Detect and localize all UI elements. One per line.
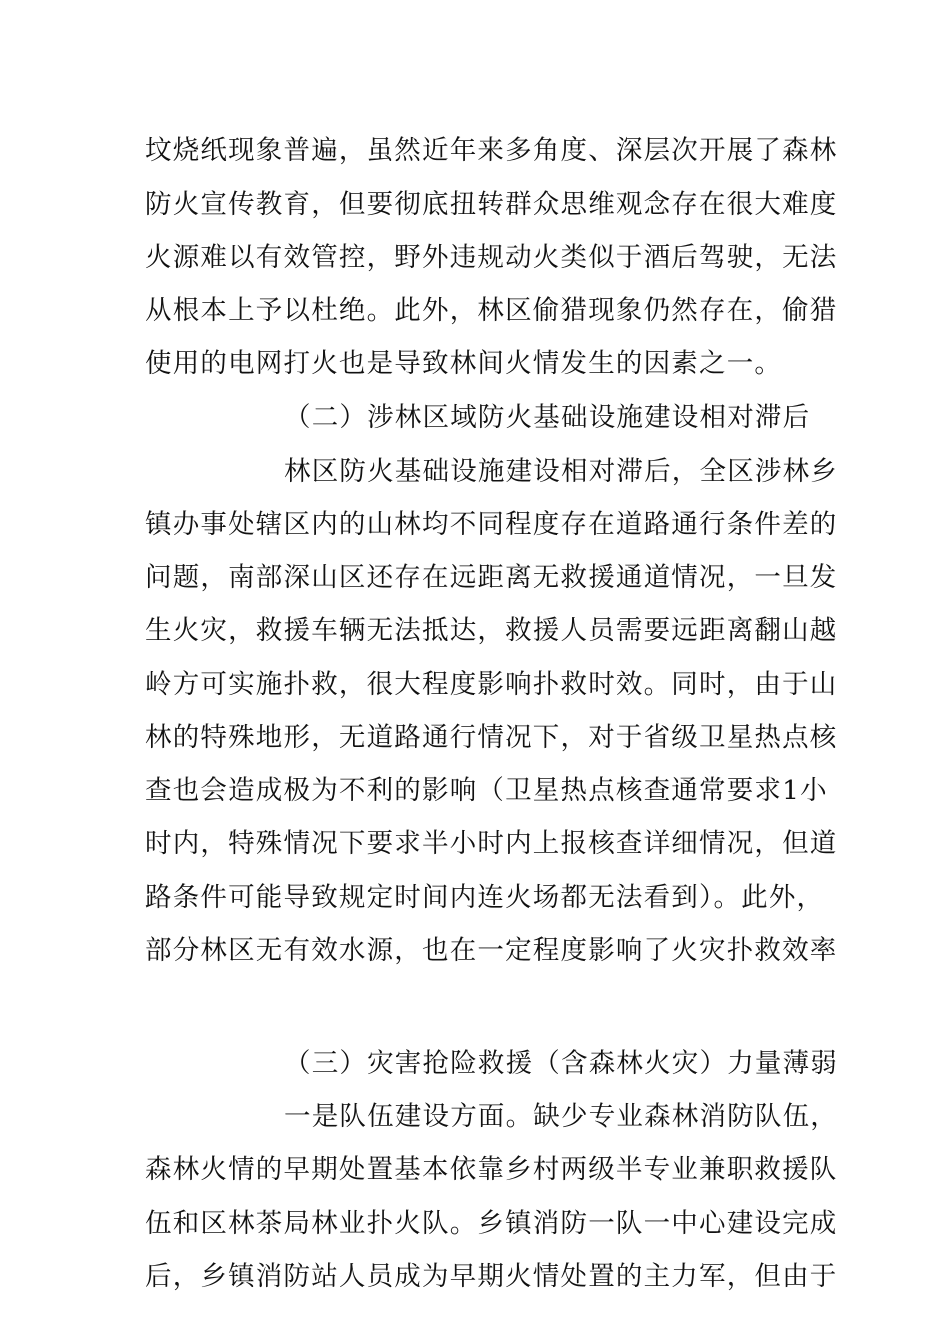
paragraph-line: 时内，特殊情况下要求半小时内上报核查详细情况，但道: [145, 828, 838, 859]
paragraph-line: 路条件可能导致规定时间内连火场都无法看到）。此外，: [145, 882, 825, 913]
paragraph-line: 火源难以有效管控，野外违规动火类似于酒后驾驶，无法: [145, 242, 838, 273]
paragraph-line: 岭方可实施扑救，很大程度影响扑救时效。同时，由于山: [145, 669, 838, 700]
paragraph-line: 查也会造成极为不利的影响（卫星热点核查通常要求1小: [145, 775, 828, 806]
paragraph-line: 生火灾，救援车辆无法抵达，救援人员需要远距离翻山越: [145, 615, 838, 646]
paragraph-line: 一是队伍建设方面。缺少专业森林消防队伍，: [284, 1101, 838, 1132]
paragraph-line: 林的特殊地形，无道路通行情况下，对于省级卫星热点核: [145, 722, 838, 753]
paragraph-line: 使用的电网打火也是导致林间火情发生的因素之一。: [145, 348, 783, 379]
section-heading: （二）涉林区域防火基础设施建设相对滞后: [284, 402, 811, 433]
paragraph-line: 从根本上予以杜绝。此外，林区偷猎现象仍然存在，偷猎: [145, 295, 838, 326]
paragraph-line: 坟烧纸现象普遍，虽然近年来多角度、深层次开展了森林: [145, 135, 838, 166]
paragraph-line: 防火宣传教育，但要彻底扭转群众思维观念存在很大难度: [145, 189, 838, 220]
paragraph-line: 后，乡镇消防站人员成为早期火情处置的主力军，但由于: [145, 1261, 838, 1292]
paragraph-line: 林区防火基础设施建设相对滞后，全区涉林乡: [284, 456, 838, 487]
paragraph-line: 问题，南部深山区还存在远距离无救援通道情况，一旦发: [145, 562, 838, 593]
paragraph-line: 伍和区林茶局林业扑火队。乡镇消防一队一中心建设完成: [145, 1208, 838, 1239]
paragraph-line: 镇办事处辖区内的山林均不同程度存在道路通行条件差的: [145, 509, 838, 540]
paragraph-line: 部分林区无有效水源，也在一定程度影响了火灾扑救效率: [145, 935, 838, 966]
section-heading: （三）灾害抢险救援（含森林火灾）力量薄弱: [284, 1048, 838, 1079]
paragraph-line: 森林火情的早期处置基本依靠乡村两级半专业兼职救援队: [145, 1154, 838, 1185]
